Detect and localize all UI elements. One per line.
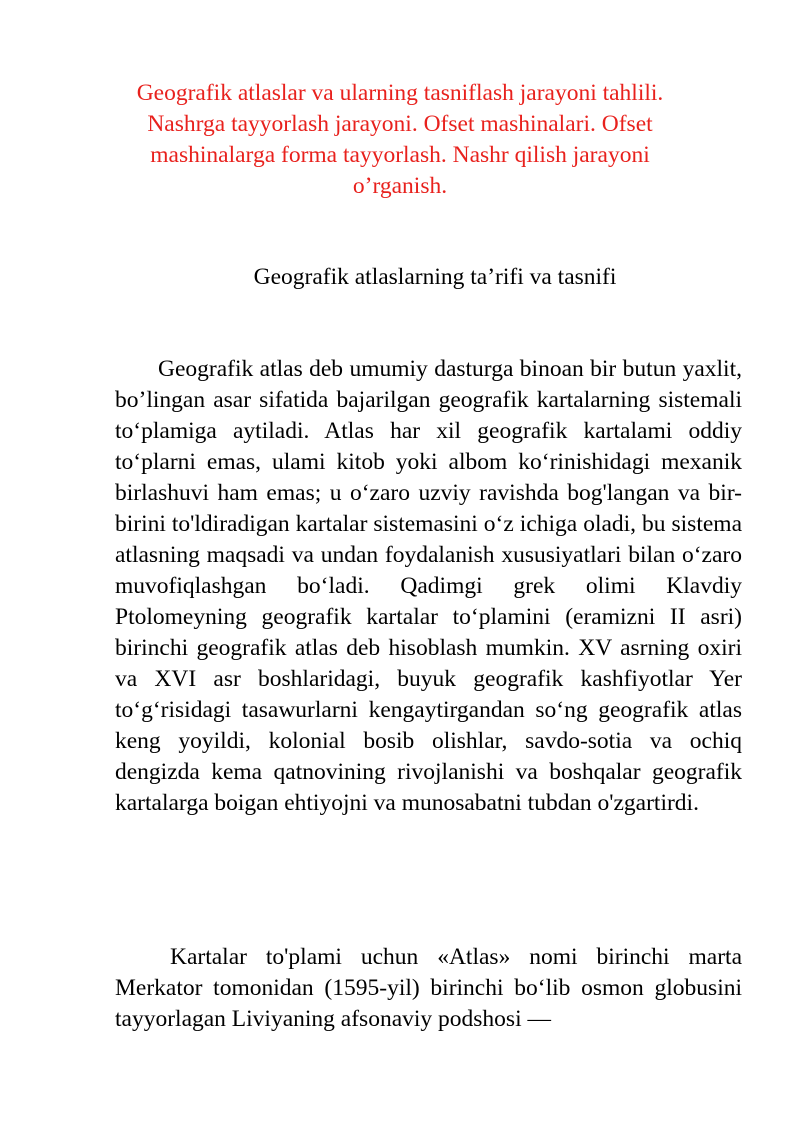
document-title xyxy=(110,78,690,202)
body-paragraph: Geografik atlas deb umumiy dasturga binoan bir butun yaxlit, bo’lingan asar sifatida bajarilgan geografik kartalarning sistemali to‘plamiga aytiladi. Atlas har xil geografik kartalami oddiy to‘plarni emas, ulami kitob yoki albom ko‘rinishidagi mexanik birlashuvi ham emas; u o‘zaro uzviy ravishda bog'langan va bir-birini to'ldiradigan kartalar sistemasini o‘z ichiga oladi, bu sistema atlasning maqsadi va undan foydalanish xususiyatlari bilan o‘zaro muvofiqlashgan bo‘ladi. Qadimgi grek olimi Klavdiy Ptolomeyning geografik kartalar to‘plamini (eramizni II asri) birinchi geografik atlas deb hisoblash mumkin. XV asrning oxiri va XVI asr boshlaridagi, buyuk geografik kashfiyotlar Yer to‘g‘risidagi tasawurlarni kengaytirgandan so‘ng geografik atlas keng yoyildi, kolonial bosib olishlar, savdo-sotia va ochiq dengizda kema qatnovining rivojlanishi va boshqalar geografik kartalarga boigan ehtiyojni va munosabatni tubdan o'zgartirdi. xyxy=(115,356,742,816)
title-line: Nashrga tayyorlash jarayoni. Ofset mashinalari. Ofset xyxy=(147,111,653,137)
title-line: mashinalarga forma tayyorlash. Nashr qilish jarayoni xyxy=(150,142,650,168)
body-paragraph: Kartalar to'plami uchun «Atlas» nomi birinchi marta Merkator tomonidan (1595-yil) birinchi bo‘lib osmon globusini tayyorlagan Liviyaning afsonaviy podshosi — xyxy=(115,944,742,1032)
section-heading: Geografik atlaslarning ta’rifi va tasnifi xyxy=(253,264,617,290)
title-line: o’rganish. xyxy=(352,173,448,199)
title-line: Geografik atlaslar va ularning tasniflash jarayoni tahlili. xyxy=(136,80,664,106)
